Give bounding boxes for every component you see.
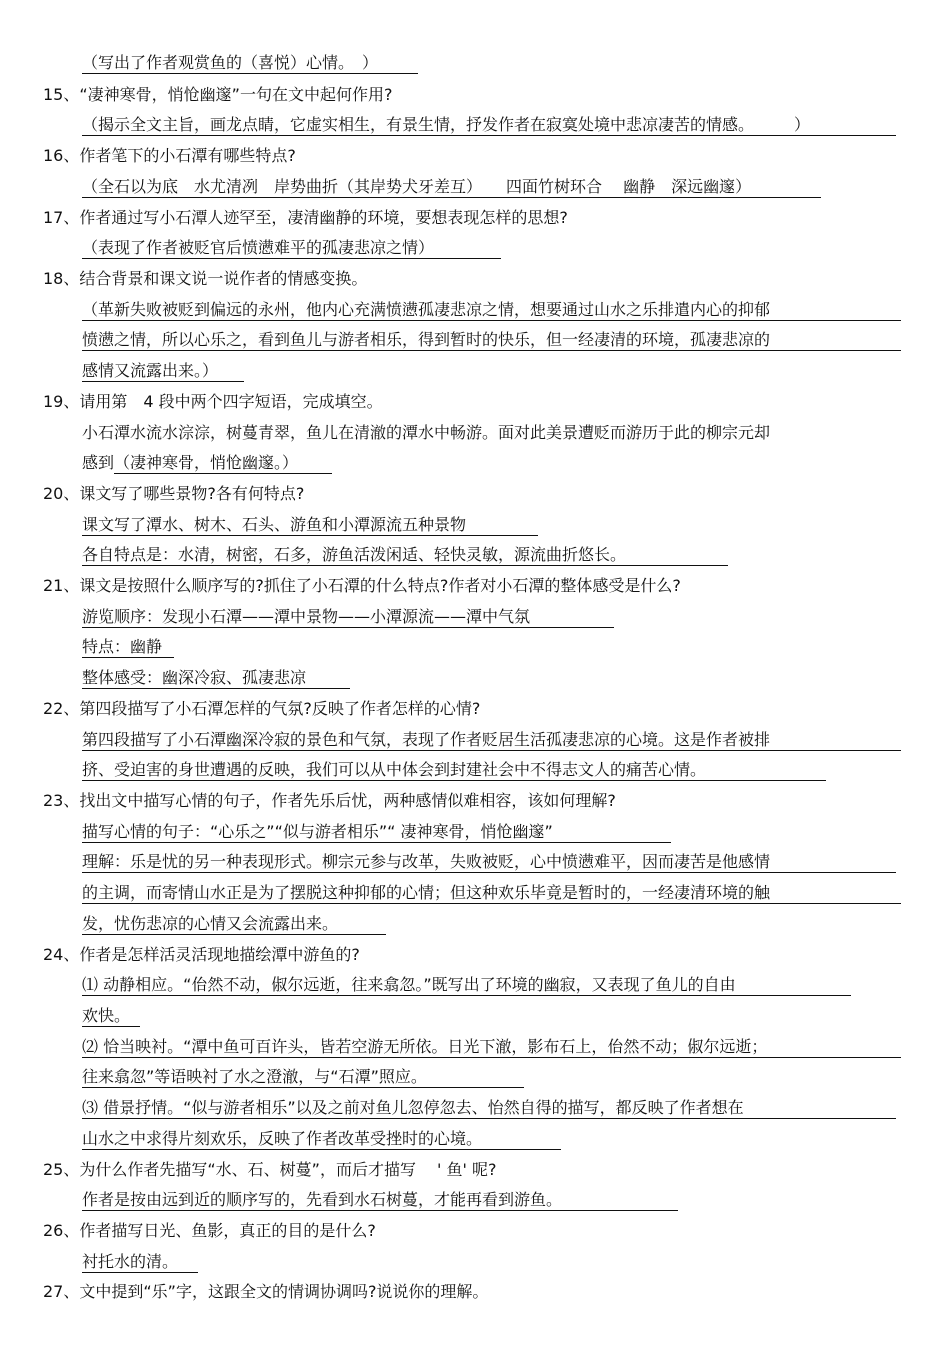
answer-23-understanding-3: 发，忧伤悲凉的心情又会流露出来。 [82, 914, 386, 935]
answer-14-text: （写出了作者观赏鱼的（喜悦）心情。 ） [82, 53, 418, 74]
answer-17: （表现了作者被贬官后愤懑难平的孤凄悲凉之情） [82, 238, 501, 259]
answer-18-line-2: 愤懑之情，所以心乐之，看到鱼儿与游者相乐，得到暂时的快乐，但一经凄清的环境，孤凄悲凉的 [82, 330, 901, 351]
answer-22-line-1: 第四段描写了小石潭幽深冷寂的景色和气氛，表现了作者贬居生活孤凄悲凉的心境。这是作者被排 [82, 730, 901, 751]
answer-24-point-1-cont: 欢快。 [82, 1006, 140, 1027]
answer-21-feature: 特点：幽静 [82, 637, 174, 658]
answer-25: 作者是按由远到近的顺序写的，先看到水石树蔓，才能再看到游鱼。 [82, 1190, 678, 1211]
answer-24-point-3-cont: 山水之中求得片刻欢乐，反映了作者改革受挫时的心境。 [82, 1129, 561, 1150]
question-17: 17、作者通过写小石潭人迹罕至，凄清幽静的环境，要想表现怎样的思想? [43, 208, 568, 227]
answer-21-feeling: 整体感受：幽深冷寂、孤凄悲凉 [82, 668, 350, 689]
question-24: 24、作者是怎样活灵活现地描绘潭中游鱼的? [43, 945, 360, 964]
question-22: 22、第四段描写了小石潭怎样的气氛?反映了作者怎样的心情? [43, 699, 481, 718]
question-27: 27、文中提到“乐”字，这跟全文的情调协调吗?说说你的理解。 [43, 1282, 489, 1301]
answer-24-point-2-cont: 往来翕忽”等语映衬了水之澄澈，与“石潭”照应。 [82, 1067, 524, 1088]
answer-20-line-2: 各自特点是：水清，树密，石多，游鱼活泼闲适、轻快灵敏，源流曲折悠长。 [82, 545, 728, 566]
question-15: 15、“凄神寒骨，悄怆幽邃”一句在文中起何作用? [43, 85, 393, 104]
question-18: 18、结合背景和课文说一说作者的情感变换。 [43, 269, 368, 288]
question-23: 23、找出文中描写心情的句子，作者先乐后忧，两种感情似难相容，该如何理解? [43, 791, 616, 810]
answer-15: （揭示全文主旨，画龙点睛，它虚实相生，有景生情，抒发作者在寂寞处境中悲凉凄苦的情感。 ） [82, 115, 896, 136]
question-21: 21、课文是按照什么顺序写的?抓住了小石潭的什么特点?作者对小石潭的整体感受是什么? [43, 576, 681, 595]
question-19-prompt: 感到 [82, 453, 115, 472]
answer-23-understanding-1: 理解：乐是忧的另一种表现形式。柳宗元参与改革，失败被贬，心中愤懑难平，因而凄苦是他感情 [82, 852, 896, 873]
question-19-passage: 小石潭水流水淙淙，树蔓青翠，鱼儿在清澈的潭水中畅游。面对此美景遭贬而游历于此的柳宗元却 [82, 423, 771, 442]
answer-18-line-3: 感情又流露出来。） [82, 361, 244, 382]
question-19: 19、请用第 4 段中两个四字短语，完成填空。 [43, 392, 383, 411]
answer-16: （全石以为底 水尤清冽 岸势曲折（其岸势犬牙差互） 四面竹树环合 幽静 深远幽邃） [82, 177, 821, 198]
answer-24-point-2: ⑵ 恰当映衬。“潭中鱼可百许头，皆若空游无所依。日光下澈，影布石上，佁然不动；俶尔远逝； [82, 1037, 901, 1058]
answer-22-line-2: 挤、受迫害的身世遭遇的反映，我们可以从中体会到封建社会中不得志文人的痛苦心情。 [82, 760, 826, 781]
question-20: 20、课文写了哪些景物?各有何特点? [43, 484, 305, 503]
answer-23-understanding-2: 的主调，而寄情山水正是为了摆脱这种抑郁的心情；但这种欢乐毕竟是暂时的，一经凄清环境的触 [82, 883, 901, 904]
answer-23-sentences: 描写心情的句子：“心乐之”“似与游者相乐”“ 凄神寒骨，悄怆幽邃” [82, 822, 671, 843]
question-26: 26、作者描写日光、鱼影，真正的目的是什么? [43, 1221, 376, 1240]
answer-21-order: 游览顺序：发现小石潭——潭中景物——小潭源流——潭中气氛 [82, 607, 614, 628]
answer-20-line-1: 课文写了潭水、树木、石头、游鱼和小潭源流五种景物 [82, 515, 538, 536]
answer-24-point-3: ⑶ 借景抒情。“似与游者相乐”以及之前对鱼儿忽停忽去、怡然自得的描写，都反映了作者想在 [82, 1098, 896, 1119]
answer-19: （凄神寒骨，悄怆幽邃。） [114, 453, 332, 474]
question-25: 25、为什么作者先描写“水、石、树蔓”，而后才描写 ' 鱼' 呢? [43, 1160, 497, 1179]
answer-18-line-1: （革新失败被贬到偏远的永州，他内心充满愤懑孤凄悲凉之情，想要通过山水之乐排遣内心的抑郁 [82, 300, 901, 321]
answer-24-point-1: ⑴ 动静相应。“佁然不动，俶尔远逝，往来翕忽。”既写出了环境的幽寂，又表现了鱼儿的自由 [82, 975, 851, 996]
answer-26: 衬托水的清。 [82, 1252, 198, 1273]
question-16: 16、作者笔下的小石潭有哪些特点? [43, 146, 296, 165]
